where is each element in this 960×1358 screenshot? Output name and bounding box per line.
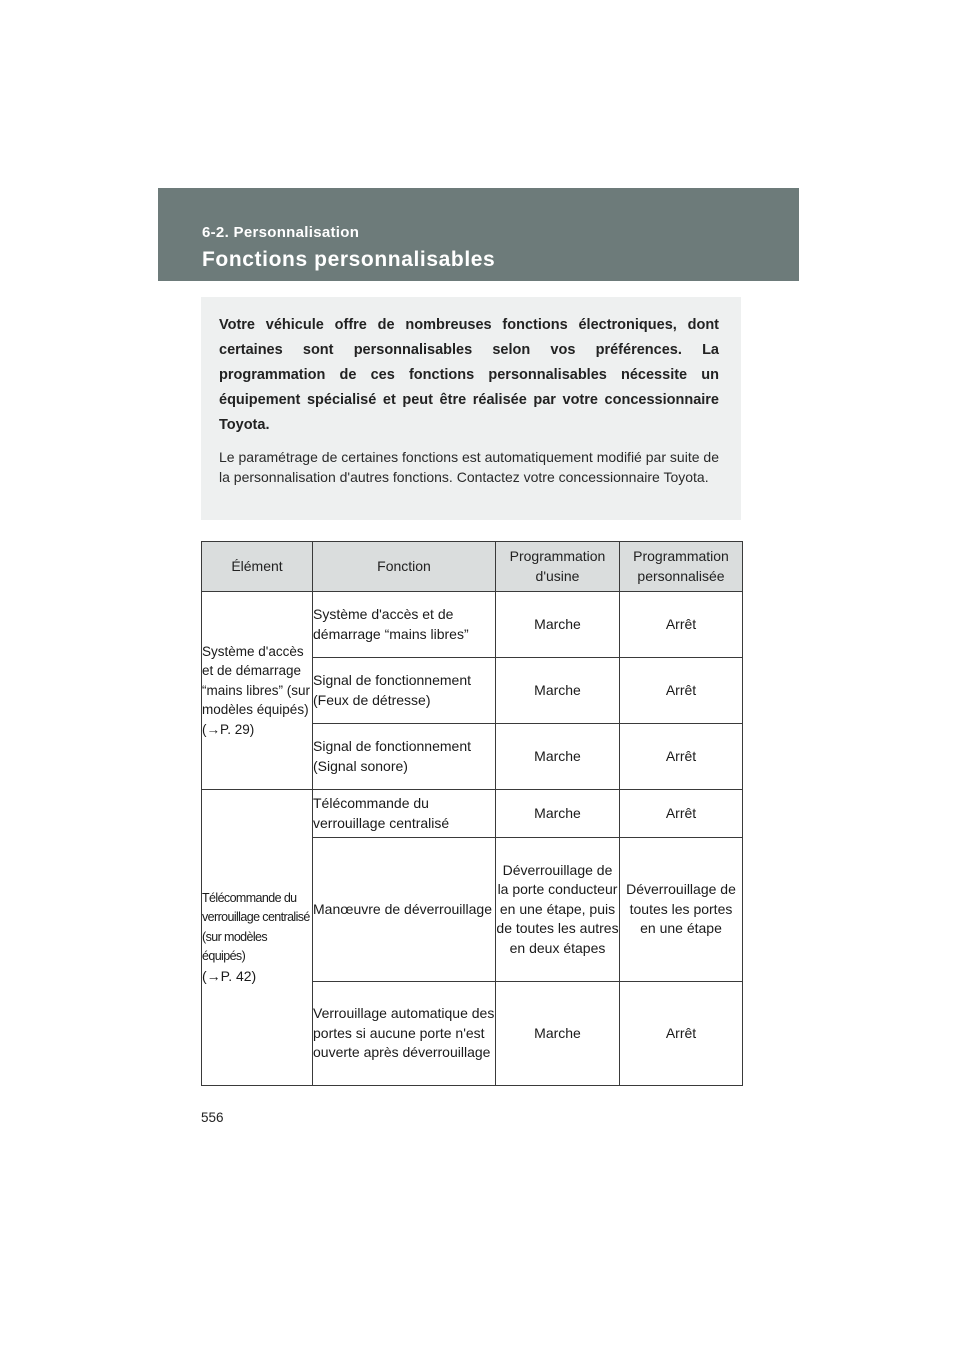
factory-value-cell: Marche (496, 592, 620, 658)
custom-value-cell: Arrêt (620, 658, 743, 724)
factory-value-cell: Marche (496, 982, 620, 1086)
function-cell: Signal de fonctionnement (Feux de détresse) (313, 658, 496, 724)
page-reference: (→P. 29) (202, 721, 255, 737)
custom-value-cell: Arrêt (620, 982, 743, 1086)
column-header-element: Élément (202, 542, 313, 592)
table-header-row (202, 542, 743, 592)
factory-value-cell: Marche (496, 658, 620, 724)
custom-features-table (201, 541, 743, 1086)
factory-value-cell: Marche (496, 790, 620, 838)
factory-value-cell: Marche (496, 724, 620, 790)
function-cell: Signal de fonctionnement (Signal sonore) (313, 724, 496, 790)
section-header (158, 188, 799, 281)
page-number: 556 (201, 1110, 224, 1125)
function-cell: Manœuvre de déverrouillage (313, 838, 496, 982)
column-header-factory-setting: Programmation d'usine (496, 542, 620, 592)
table-row (202, 592, 743, 658)
element-cell (202, 592, 313, 790)
custom-value-cell: Déverrouillage de toutes les portes en une étape (620, 838, 743, 982)
custom-value-cell: Arrêt (620, 724, 743, 790)
intro-box (201, 297, 741, 520)
column-header-custom-setting: Programmation personnalisée (620, 542, 743, 592)
custom-value-cell: Arrêt (620, 592, 743, 658)
function-cell: Système d'accès et de démarrage “mains libres” (313, 592, 496, 658)
element-label: Système d'accès et de démarrage “mains libres” (sur modèles équipés) (202, 643, 311, 718)
intro-bold-text: Votre véhicule offre de nombreuses fonctions électroniques, dont certaines sont personnalisables selon vos préférences. La programmation de ces fonctions personnalisables nécessite un équipement spécialisé et peut être réalisée par votre concessionnaire Toyota. (219, 317, 719, 433)
element-cell (202, 790, 313, 1086)
custom-value-cell: Arrêt (620, 790, 743, 838)
table-row (202, 790, 743, 838)
section-label: 6-2. Personnalisation (202, 224, 360, 241)
function-cell: Télécommande du verrouillage centralisé (313, 790, 496, 838)
element-label: Télécommande du verrouillage centralisé (sur modèles équipés) (202, 890, 310, 964)
column-header-function: Fonction (313, 542, 496, 592)
intro-note-text: Le paramétrage de certaines fonctions est automatiquement modifié par suite de la personnalisation d'autres fonctions. Contactez votre concessionnaire Toyota. (219, 449, 719, 485)
factory-value-cell: Déverrouillage de la porte conducteur en une étape, puis de toutes les autres en deux étapes (496, 838, 620, 982)
page-title: Fonctions personnalisables (202, 248, 496, 271)
function-cell: Verrouillage automatique des portes si aucune porte n'est ouverte après déverrouillage (313, 982, 496, 1086)
page-reference: (→P. 42) (202, 967, 257, 984)
